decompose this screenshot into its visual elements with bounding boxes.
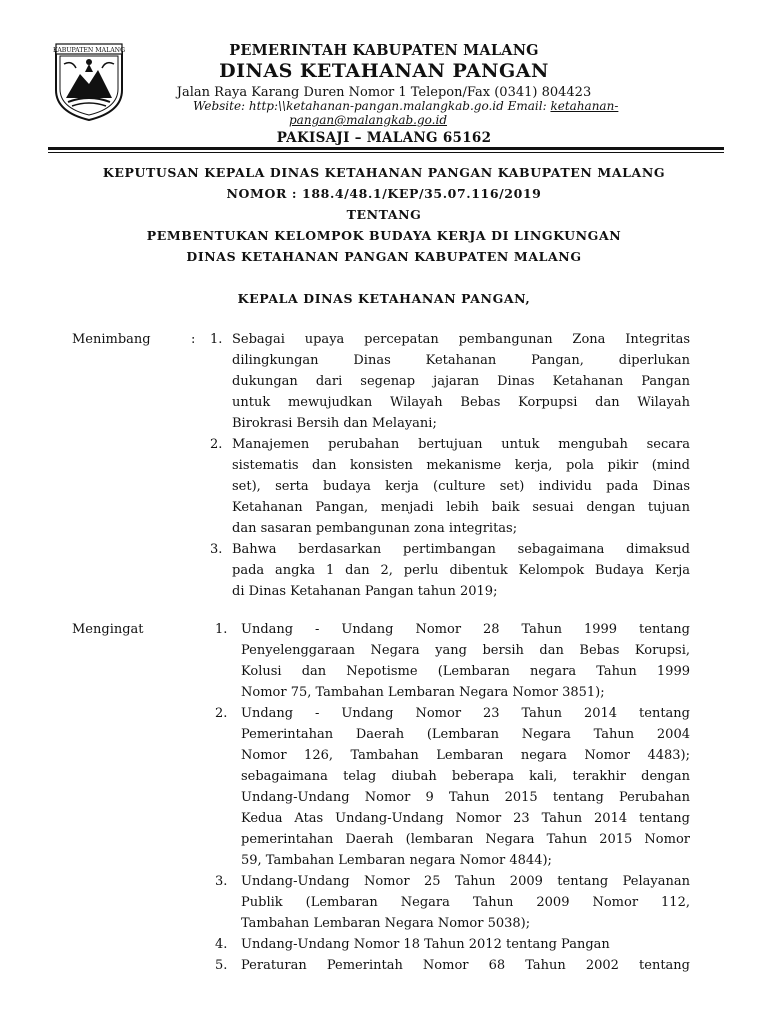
mengingat-label: Mengingat xyxy=(72,622,144,637)
mengingat-item-1-number: 1. xyxy=(215,622,228,637)
menimbang-item-2-number: 2. xyxy=(210,437,223,452)
menimbang-item-2-line-4: Ketahanan Pangan, menjadi lebih baik sesuai dengan tujuan xyxy=(232,500,690,515)
mengingat-item-2-line-1: Undang - Undang Nomor 23 Tahun 2014 tentang xyxy=(241,706,690,721)
menimbang-item-1-line-2: dilingkungan Dinas Ketahanan Pangan, diperlukan xyxy=(232,353,690,368)
decree-subject-line1: PEMBENTUKAN KELOMPOK BUDAYA KERJA DI LINGKUNGAN xyxy=(146,228,622,243)
menimbang-label: Menimbang xyxy=(72,332,151,347)
mengingat-item-5-line-1: Peraturan Pemerintah Nomor 68 Tahun 2002 tentang xyxy=(241,958,690,973)
mengingat-item-2-line-5: Undang-Undang Nomor 9 Tahun 2015 tentang Perubahan xyxy=(241,790,690,805)
website-text: Website: http:\\ketahanan-pangan.malangkab.go.id Email: xyxy=(193,99,551,113)
letterhead-rule-thick xyxy=(48,147,724,150)
mengingat-item-2-line-8: 59, Tambahan Lembaran negara Nomor 4844); xyxy=(241,853,552,868)
decree-tentang: TENTANG xyxy=(346,207,422,222)
menimbang-colon: : xyxy=(191,332,196,347)
menimbang-item-2-line-2: sistematis dan konsisten mekanisme kerja, pola pikir (mind xyxy=(232,458,690,473)
menimbang-item-2-line-1: Manajemen perubahan bertujuan untuk mengubah secara xyxy=(232,437,690,452)
mengingat-item-2-line-3: Nomor 126, Tambahan Lembaran negara Nomor 4483); xyxy=(241,748,690,763)
menimbang-item-3-line-3: di Dinas Ketahanan Pangan tahun 2019; xyxy=(232,584,498,599)
menimbang-item-3-line-1: Bahwa berdasarkan pertimbangan sebagaimana dimaksud xyxy=(232,542,690,557)
mengingat-item-1-line-1: Undang - Undang Nomor 28 Tahun 1999 tentang xyxy=(241,622,690,637)
logo-caption: KABUPATEN MALANG xyxy=(52,47,126,54)
menimbang-item-1-number: 1. xyxy=(210,332,223,347)
mengingat-item-2-line-7: pemerintahan Daerah (lembaran Negara Tahun 2015 Nomor xyxy=(241,832,690,847)
mengingat-item-5-number: 5. xyxy=(215,958,228,973)
mengingat-item-3-line-3: Tambahan Lembaran Negara Nomor 5038); xyxy=(241,916,531,931)
mengingat-item-3-number: 3. xyxy=(215,874,228,889)
mengingat-item-2-number: 2. xyxy=(215,706,228,721)
mengingat-item-4-line-1: Undang-Undang Nomor 18 Tahun 2012 tentang Pangan xyxy=(241,937,610,952)
menimbang-item-3-number: 3. xyxy=(210,542,223,557)
org-website-line xyxy=(193,99,618,113)
mengingat-item-1-line-2: Penyelenggaraan Negara yang bersih dan Bebas Korupsi, xyxy=(241,643,690,658)
org-address: Jalan Raya Karang Duren Nomor 1 Telepon/Fax (0341) 804423 xyxy=(176,85,592,100)
mengingat-item-3-line-1: Undang-Undang Nomor 25 Tahun 2009 tentang Pelayanan xyxy=(241,874,690,889)
org-city: PAKISAJI – MALANG 65162 xyxy=(276,130,492,146)
menimbang-item-1-line-5: Birokrasi Bersih dan Melayani; xyxy=(232,416,437,431)
decree-title: KEPUTUSAN KEPALA DINAS KETAHANAN PANGAN KABUPATEN MALANG xyxy=(102,165,666,180)
mengingat-item-4-number: 4. xyxy=(215,937,228,952)
menimbang-item-1-line-4: untuk mewujudkan Wilayah Bebas Korpupsi dan Wilayah xyxy=(232,395,690,410)
mengingat-item-2-line-4: sebagaimana telag diubah beberapa kali, terakhir dengan xyxy=(241,769,690,784)
mengingat-item-1-line-4: Nomor 75, Tambahan Lembaran Negara Nomor 3851); xyxy=(241,685,605,700)
mengingat-item-1-line-3: Kolusi dan Nepotisme (Lembaran negara Tahun 1999 xyxy=(241,664,690,679)
decree-number: NOMOR : 188.4/48.1/KEP/35.07.116/2019 xyxy=(226,186,542,201)
mengingat-item-2-line-2: Pemerintahan Daerah (Lembaran Negara Tahun 2004 xyxy=(241,727,690,742)
mengingat-item-2-line-6: Kedua Atas Undang-Undang Nomor 23 Tahun 2014 tentang xyxy=(241,811,690,826)
menimbang-item-2-line-5: dan sasaran pembangunan zona integritas; xyxy=(232,521,518,536)
decree-issuer: KEPALA DINAS KETAHANAN PANGAN, xyxy=(237,291,531,306)
org-government-name: PEMERINTAH KABUPATEN MALANG xyxy=(229,42,539,59)
letterhead-rule-thin xyxy=(48,152,724,153)
mengingat-item-3-line-2: Publik (Lembaran Negara Tahun 2009 Nomor 112, xyxy=(241,895,690,910)
menimbang-item-1-line-3: dukungan dari segenap jajaran Dinas Ketahanan Pangan xyxy=(232,374,690,389)
org-agency-name: DINAS KETAHANAN PANGAN xyxy=(219,60,549,82)
email-link-part1[interactable]: ketahanan- xyxy=(550,99,619,113)
email-link-part2[interactable]: pangan@malangkab.go.id xyxy=(289,113,448,127)
menimbang-item-2-line-3: set), serta budaya kerja (culture set) individu pada Dinas xyxy=(232,479,690,494)
menimbang-item-3-line-2: pada angka 1 dan 2, perlu dibentuk Kelompok Budaya Kerja xyxy=(232,563,690,578)
decree-subject-line2: DINAS KETAHANAN PANGAN KABUPATEN MALANG xyxy=(186,249,582,264)
menimbang-item-1-line-1: Sebagai upaya percepatan pembangunan Zona Integritas xyxy=(232,332,690,347)
